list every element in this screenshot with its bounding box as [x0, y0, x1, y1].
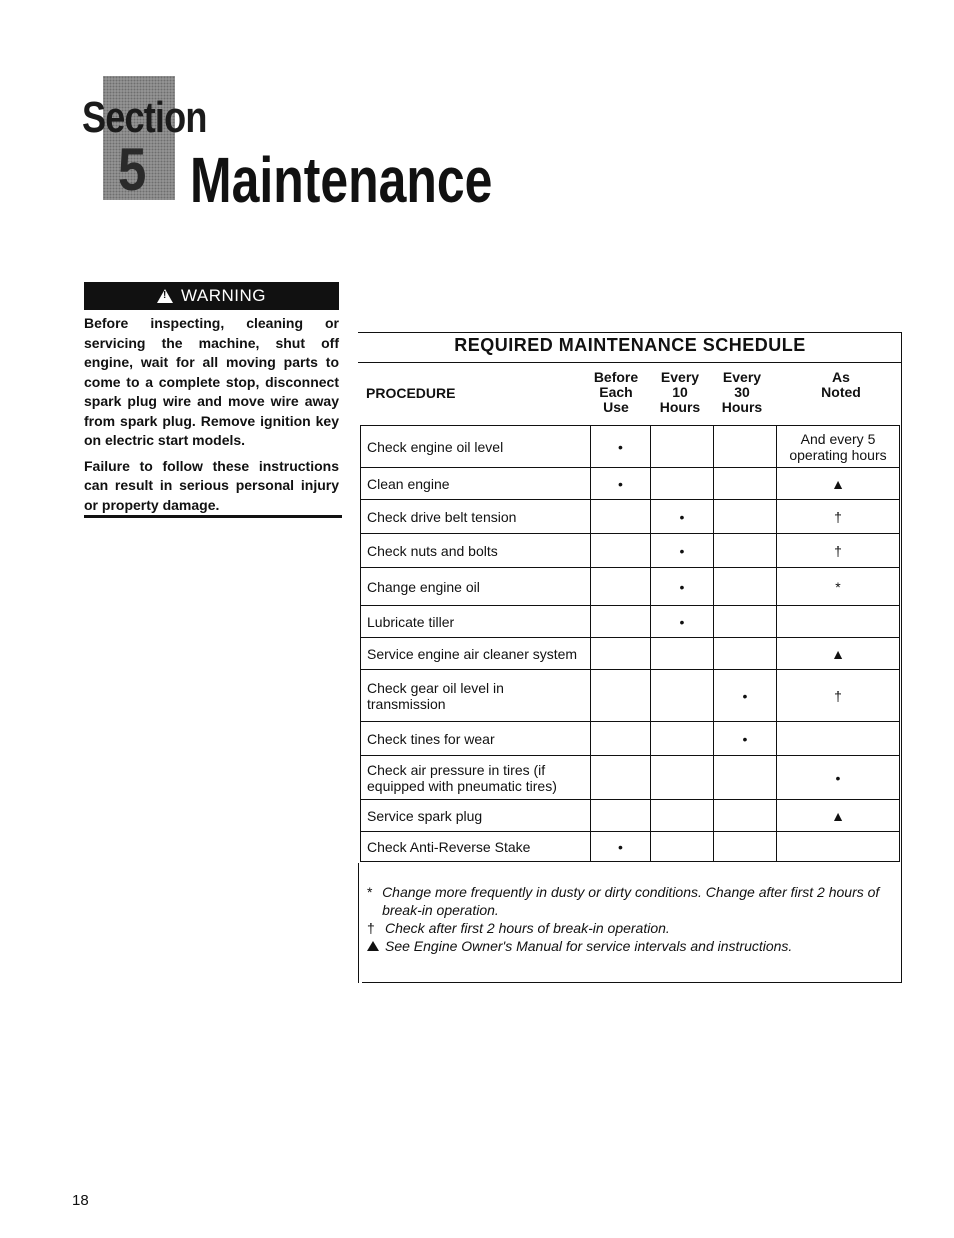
- interval-cell: [591, 670, 651, 722]
- header-line: Each: [599, 384, 633, 400]
- schedule-footnotes: [363, 883, 899, 955]
- column-header-procedure: PROCEDURE: [366, 385, 456, 401]
- warning-paragraph: Before inspecting, cleaning or servicing the machine, shut off engine, wait for all moving parts to come to a complete stop, disconnect spark plug wire and move wire away from spark plug. Remove ignition key on electric start models.: [84, 315, 339, 448]
- warning-text: [84, 314, 339, 521]
- interval-cell: [651, 426, 714, 468]
- table-row: [361, 638, 900, 670]
- interval-cell: [714, 426, 777, 468]
- table-row: [361, 426, 900, 468]
- header-line: Every: [722, 369, 762, 385]
- interval-cell: [591, 722, 651, 756]
- table-row: [361, 800, 900, 832]
- interval-cell: [651, 468, 714, 500]
- column-header-before-each-use: [592, 370, 640, 415]
- header-line: Every: [660, 369, 700, 385]
- footnote-asterisk: [363, 883, 899, 919]
- triangle-icon: [363, 937, 385, 955]
- procedure-cell: Clean engine: [361, 468, 591, 500]
- interval-cell: [714, 534, 777, 568]
- interval-cell: [777, 832, 900, 862]
- table-row: [361, 568, 900, 606]
- column-header-every-10-hours: [656, 370, 704, 415]
- header-line: As: [832, 369, 850, 385]
- divider: [358, 863, 359, 983]
- header-line: Use: [603, 399, 629, 415]
- footnote-dagger: [363, 919, 899, 937]
- interval-cell: [714, 606, 777, 638]
- interval-cell: •: [651, 534, 714, 568]
- warning-banner: [84, 282, 339, 310]
- table-row: [361, 832, 900, 862]
- header-line: Before: [593, 369, 639, 385]
- table-row: [361, 468, 900, 500]
- interval-cell: [591, 606, 651, 638]
- interval-cell: •: [591, 832, 651, 862]
- interval-cell: •: [651, 606, 714, 638]
- procedure-cell: Check drive belt tension: [361, 500, 591, 534]
- table-row: [361, 670, 900, 722]
- interval-cell: [591, 800, 651, 832]
- warning-label: WARNING: [180, 286, 267, 305]
- interval-cell: •: [651, 568, 714, 606]
- interval-cell: •: [714, 670, 777, 722]
- procedure-cell: Check tines for wear: [361, 722, 591, 756]
- column-header-as-noted: [816, 370, 866, 400]
- header-line: Noted: [821, 384, 861, 400]
- interval-cell: [651, 800, 714, 832]
- interval-cell: ▲: [777, 468, 900, 500]
- table-row: [361, 756, 900, 800]
- interval-cell: •: [777, 756, 900, 800]
- footnote-text: Check after first 2 hours of break-in operation.: [385, 920, 670, 936]
- interval-cell: •: [591, 426, 651, 468]
- interval-cell: [591, 500, 651, 534]
- procedure-cell: Lubricate tiller: [361, 606, 591, 638]
- table-row: [361, 606, 900, 638]
- procedure-cell: Service engine air cleaner system: [361, 638, 591, 670]
- interval-cell: [714, 500, 777, 534]
- interval-cell: [651, 638, 714, 670]
- divider: [362, 982, 902, 983]
- interval-cell: [714, 832, 777, 862]
- dagger-symbol: †: [367, 920, 375, 936]
- procedure-cell: Check engine oil level: [361, 426, 591, 468]
- warning-divider: [84, 515, 342, 518]
- schedule-title: REQUIRED MAINTENANCE SCHEDULE: [454, 335, 806, 355]
- interval-cell: •: [651, 500, 714, 534]
- interval-cell: [591, 568, 651, 606]
- header-line: 30: [734, 384, 750, 400]
- interval-cell: [651, 832, 714, 862]
- schedule-table: [360, 425, 900, 862]
- table-row: [361, 722, 900, 756]
- interval-cell: ▲: [777, 638, 900, 670]
- asterisk-symbol: *: [367, 884, 373, 900]
- interval-cell: [714, 800, 777, 832]
- procedure-cell: Check gear oil level in transmission: [361, 670, 591, 722]
- interval-cell: •: [714, 722, 777, 756]
- interval-cell: [714, 468, 777, 500]
- page-title: Maintenance: [190, 144, 493, 216]
- interval-cell: [714, 638, 777, 670]
- divider: [358, 362, 902, 363]
- section-label: Section: [82, 93, 207, 142]
- header-line: 10: [672, 384, 688, 400]
- interval-cell: [777, 722, 900, 756]
- procedure-cell: Check nuts and bolts: [361, 534, 591, 568]
- warning-paragraph: Failure to follow these instructions can result in serious personal injury or property damage.: [84, 457, 339, 513]
- interval-cell: [651, 722, 714, 756]
- interval-cell: *: [777, 568, 900, 606]
- table-row: [361, 500, 900, 534]
- page-number: 18: [72, 1192, 89, 1209]
- interval-cell: [777, 606, 900, 638]
- header-line: Hours: [721, 399, 763, 415]
- interval-cell: ▲: [777, 800, 900, 832]
- maintenance-schedule: [358, 332, 902, 982]
- interval-cell: [651, 756, 714, 800]
- header-line: Hours: [659, 399, 701, 415]
- section-number: 5: [118, 136, 147, 203]
- interval-cell: •: [591, 468, 651, 500]
- interval-cell: [651, 670, 714, 722]
- procedure-cell: Service spark plug: [361, 800, 591, 832]
- interval-cell: [714, 756, 777, 800]
- interval-cell: [591, 534, 651, 568]
- footnote-text: See Engine Owner's Manual for service intervals and instructions.: [385, 938, 793, 954]
- table-row: [361, 534, 900, 568]
- interval-cell: †: [777, 500, 900, 534]
- footnote-triangle: [363, 937, 899, 955]
- interval-cell: †: [777, 670, 900, 722]
- warning-triangle-icon: [157, 289, 173, 303]
- procedure-cell: Check air pressure in tires (if equipped with pneumatic tires): [361, 756, 591, 800]
- procedure-cell: Check Anti-Reverse Stake: [361, 832, 591, 862]
- interval-cell: [591, 756, 651, 800]
- interval-cell: [591, 638, 651, 670]
- interval-cell: †: [777, 534, 900, 568]
- interval-cell: [714, 568, 777, 606]
- column-header-every-30-hours: [718, 370, 766, 415]
- interval-cell: And every 5 operating hours: [777, 426, 900, 468]
- procedure-cell: Change engine oil: [361, 568, 591, 606]
- footnote-text: Change more frequently in dusty or dirty conditions. Change after first 2 hours of break-in operation.: [382, 884, 880, 918]
